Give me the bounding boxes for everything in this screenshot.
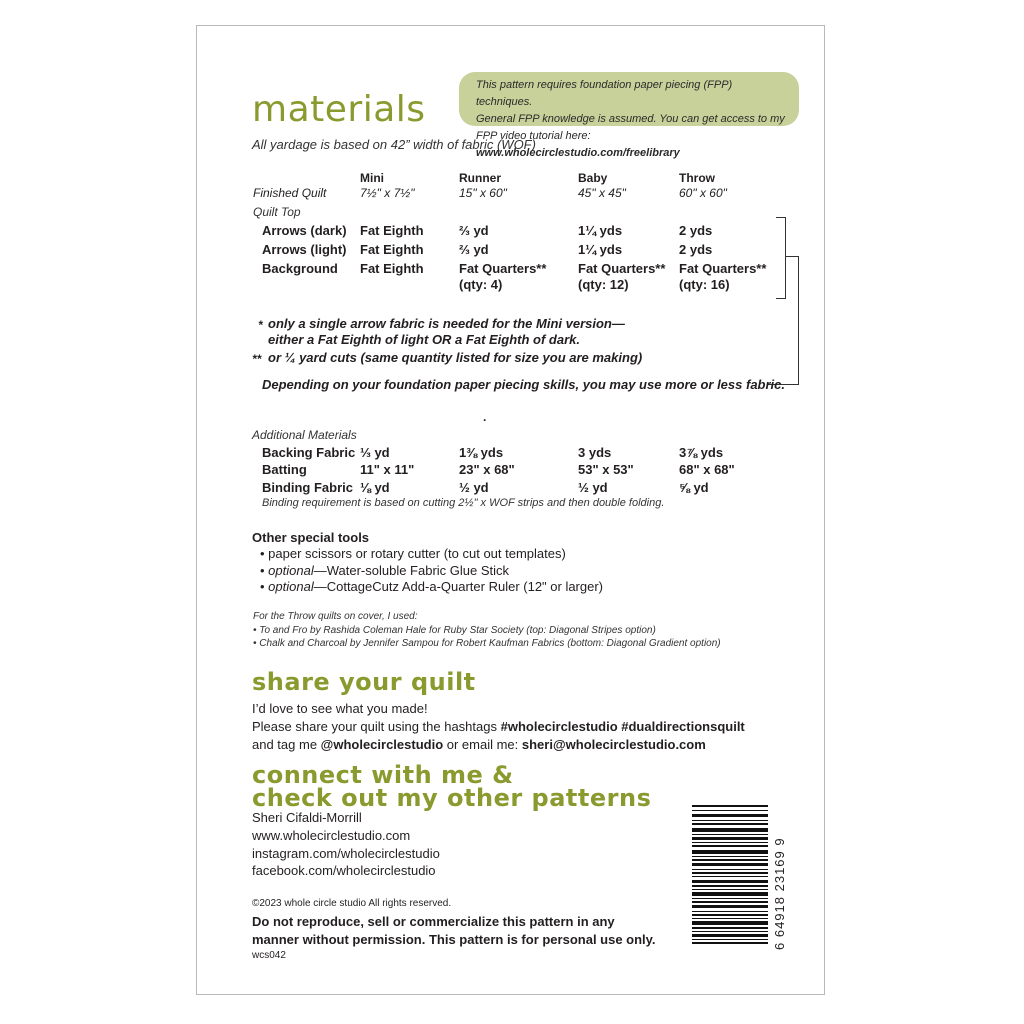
background-mini: Fat Eighth (360, 261, 424, 276)
binding-throw: ⅝ yd (679, 480, 709, 495)
finished-size-baby: 45" x 45" (578, 186, 626, 200)
footnote1-line1: only a single arrow fabric is needed for the Mini version— (268, 316, 625, 331)
backing-throw: 3⅞ yds (679, 445, 724, 460)
background-runner-qty: (qty: 4) (459, 277, 503, 292)
tools-item-ruler-optional: optional (268, 579, 314, 594)
share-heading: share your quilt (252, 668, 476, 696)
connect-heading-line1: connect with me & (252, 761, 514, 789)
barcode-number (772, 800, 788, 950)
quilt-top-label: Quilt Top (253, 205, 301, 219)
email-link[interactable]: sheri@wholecirclestudio.com (521, 737, 706, 752)
tools-item-glue-optional: optional (268, 563, 314, 578)
footnote2-mark: ** (252, 352, 262, 366)
instagram-link[interactable]: instagram.com/wholecirclestudio (252, 846, 440, 861)
arrows-light-throw: 2 yds (679, 242, 713, 257)
size-header-mini: Mini (360, 171, 384, 185)
fpp-note-line3-text: FPP video tutorial here: (476, 130, 591, 142)
share-line2 (252, 719, 745, 734)
share-line3-email-text: or email me: (443, 737, 522, 752)
finished-quilt-label: Finished Quilt (253, 186, 327, 200)
legal-line1: Do not reproduce, sell or commercialize this pattern in any (252, 914, 615, 929)
backing-baby: 3 yds (578, 445, 612, 460)
backing-runner: 1⅜ yds (459, 445, 504, 460)
share-line3-text: and tag me (252, 737, 321, 752)
batting-baby: 53" x 53" (578, 462, 634, 477)
background-baby: Fat Quarters** (578, 261, 666, 276)
tools-item-ruler-text: —CottageCutz Add-a-Quarter Ruler (12" or larger) (313, 579, 604, 594)
author-name: Sheri Cifaldi-Morrill (252, 810, 362, 825)
size-header-runner: Runner (459, 171, 501, 185)
materials-heading: materials (252, 89, 426, 130)
batting-throw: 68" x 68" (679, 462, 735, 477)
facebook-link[interactable]: facebook.com/wholecirclestudio (252, 863, 436, 878)
website-link[interactable]: www.wholecirclestudio.com (252, 828, 411, 843)
fpp-note-line1: This pattern requires foundation paper piecing (FPP) techniques. (476, 79, 733, 108)
binding-baby: ½ yd (578, 480, 608, 495)
footnote2-text: or ¼ yard cuts (same quantity listed for size you are making) (268, 350, 643, 365)
barcode-image (692, 805, 768, 945)
tools-item-ruler (260, 579, 603, 594)
fpp-library-link[interactable]: www.wholecirclestudio.com/freelibrary (476, 147, 680, 159)
binding-mini: ⅛ yd (360, 480, 390, 495)
backing-mini: ⅓ yd (360, 445, 390, 460)
tools-item-glue-bullet: • (260, 563, 269, 578)
instagram-handle[interactable]: @wholecirclestudio (320, 737, 444, 752)
row-label-background: Background (262, 261, 338, 276)
tools-heading: Other special tools (252, 530, 370, 545)
fpp-note-box (459, 72, 799, 159)
size-header-throw: Throw (679, 171, 715, 185)
binding-runner: ½ yd (459, 480, 489, 495)
batting-runner: 23" x 68" (459, 462, 515, 477)
row-label-arrows-dark: Arrows (dark) (262, 223, 347, 238)
copyright: ©2023 whole circle studio All rights reserved. (252, 898, 452, 909)
binding-note: Binding requirement is based on cutting 2½" x WOF strips and then double folding. (262, 497, 665, 509)
finished-size-throw: 60" x 60" (679, 186, 727, 200)
wof-note: All yardage is based on 42” width of fabric (WOF) (252, 137, 536, 152)
row-label-backing: Backing Fabric (262, 445, 356, 460)
skills-note: Depending on your foundation paper piecing skills, you may use more or less fabric. (262, 377, 785, 392)
background-throw: Fat Quarters** (679, 261, 767, 276)
share-line3 (252, 737, 706, 752)
stray-dot: . (483, 410, 487, 424)
bracket-connector-top (785, 256, 798, 257)
tools-item-glue-text: —Water-soluble Fabric Glue Stick (313, 563, 510, 578)
arrows-dark-mini: Fat Eighth (360, 223, 424, 238)
pattern-code: wcs042 (252, 950, 286, 961)
row-label-binding: Binding Fabric (262, 480, 353, 495)
footnote1-mark: * (258, 318, 263, 332)
fabrics-item-2: • Chalk and Charcoal by Jennifer Sampou for Robert Kaufman Fabrics (bottom: Diagonal Gradient option) (253, 638, 721, 649)
arrows-dark-baby: 1¼ yds (578, 223, 623, 238)
tools-item-glue (260, 563, 509, 578)
arrows-light-baby: 1¼ yds (578, 242, 623, 257)
arrows-dark-runner: ⅔ yd (459, 223, 489, 238)
arrows-light-runner: ⅔ yd (459, 242, 489, 257)
share-line2-text: Please share your quilt using the hashtags (252, 719, 501, 734)
fabrics-item-1: • To and Fro by Rashida Coleman Hale for Ruby Star Society (top: Diagonal Stripes option) (253, 625, 656, 636)
bracket-connector-vertical (798, 256, 799, 385)
fabrics-intro: For the Throw quilts on cover, I used: (253, 611, 418, 622)
batting-mini: 11" x 11" (360, 462, 415, 477)
background-runner: Fat Quarters** (459, 261, 547, 276)
size-header-baby: Baby (578, 171, 608, 185)
fpp-note-line2: General FPP knowledge is assumed. You can get access to my (476, 113, 785, 125)
row-label-batting: Batting (262, 462, 307, 477)
finished-size-mini: 7½" x 7½" (360, 186, 415, 200)
legal-line2: manner without permission. This pattern is for personal use only. (252, 932, 656, 947)
connect-heading-line2: check out my other patterns (252, 784, 652, 812)
tools-item-scissors: • paper scissors or rotary cutter (to cut out templates) (260, 546, 566, 561)
background-baby-qty: (qty: 12) (578, 277, 629, 292)
share-hashtags: #wholecirclestudio #dualdirectionsquilt (500, 719, 745, 734)
background-throw-qty: (qty: 16) (679, 277, 730, 292)
finished-size-runner: 15" x 60" (459, 186, 507, 200)
footnote1-line2: either a Fat Eighth of light OR a Fat Eighth of dark. (268, 332, 581, 347)
tools-item-ruler-bullet: • (260, 579, 269, 594)
arrows-light-mini: Fat Eighth (360, 242, 424, 257)
arrows-dark-throw: 2 yds (679, 223, 713, 238)
share-line1: I’d love to see what you made! (252, 701, 428, 716)
row-label-arrows-light: Arrows (light) (262, 242, 347, 257)
barcode-digits: 6 64918 23169 9 (772, 837, 787, 950)
quilt-top-bracket (776, 217, 786, 299)
additional-materials-label: Additional Materials (252, 428, 357, 442)
